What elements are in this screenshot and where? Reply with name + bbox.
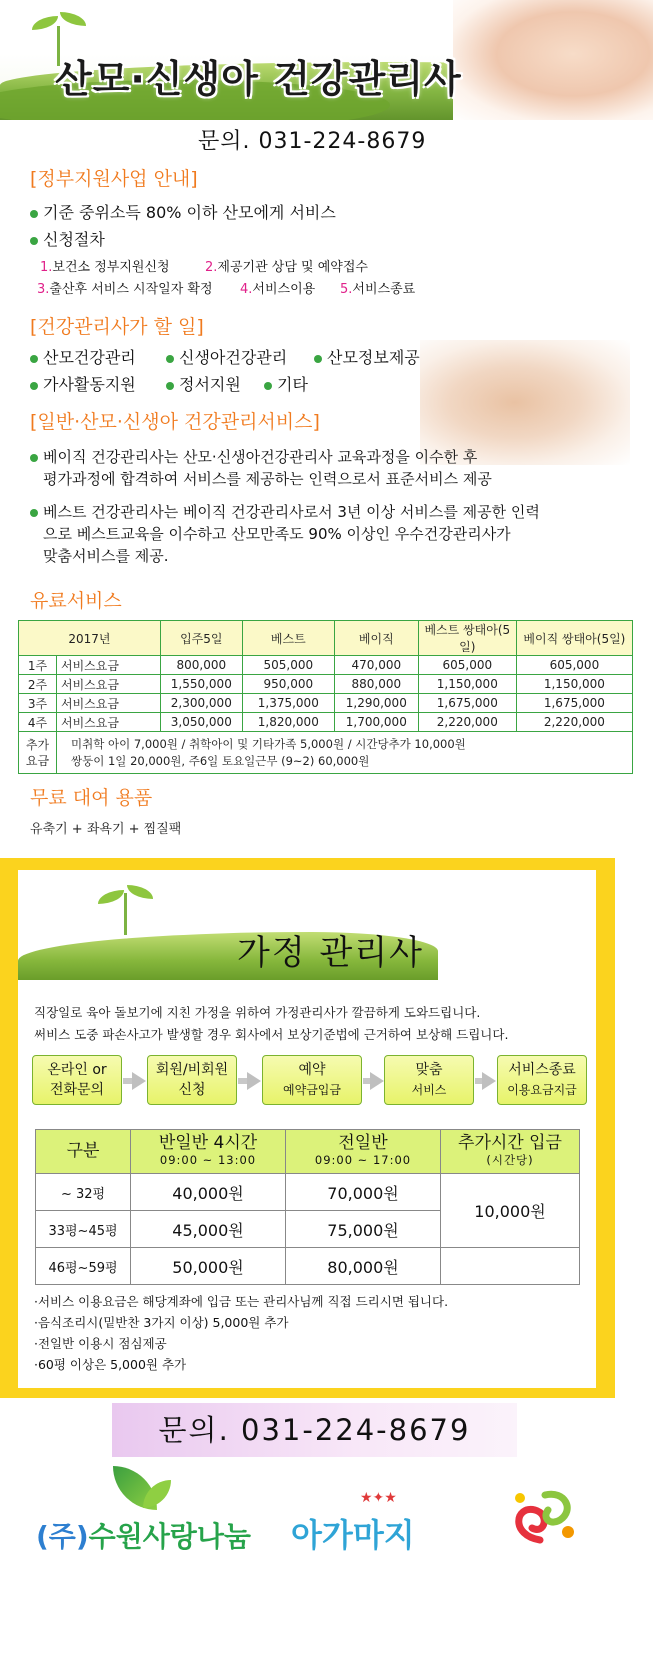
duties-heading: [건강관리사가 할 일] <box>30 316 204 338</box>
table-header-cell <box>131 1130 286 1174</box>
brand-logo: 아가마지 <box>291 1516 415 1554</box>
price-cell: 2,220,000 <box>516 713 632 732</box>
company-logo <box>36 1515 251 1555</box>
table-row <box>36 1174 580 1211</box>
table-row <box>19 713 633 732</box>
duty-text: 가사활동지원 <box>43 375 136 394</box>
area-cell: 33평~45평 <box>36 1211 131 1248</box>
basic-desc <box>30 446 492 490</box>
table-row <box>19 675 633 694</box>
price-cell: 45,000원 <box>131 1211 286 1248</box>
bullet-dot-icon <box>30 454 38 462</box>
sprout-leaf-image <box>60 12 86 26</box>
contact-phone: 문의. 031-224-8679 <box>198 129 427 154</box>
duty-text: 신생아건강관리 <box>179 348 288 367</box>
home-intro: 써비스 도중 파손사고가 발생할 경우 회사에서 보상기준법에 근거하여 보상해 드립니다. <box>34 1027 509 1042</box>
duty-text: 정서지원 <box>179 375 241 394</box>
flow-step <box>262 1055 362 1105</box>
price-cell: 605,000 <box>516 656 632 675</box>
gov-bullet-text: 기준 중위소득 80% 이하 산모에게 서비스 <box>43 203 336 222</box>
step-text: 제공기관 상담 및 예약접수 <box>217 260 368 275</box>
flow-step-line: 예약 <box>298 1062 326 1078</box>
price-cell: 75,000원 <box>286 1211 441 1248</box>
step-number: 5. <box>340 282 353 297</box>
page-title: 산모·신생아 건강관리사 <box>55 57 462 101</box>
best-desc <box>30 501 540 567</box>
step-text: 보건소 정부지원신청 <box>52 260 170 275</box>
table-header-cell: 2017년 <box>19 621 161 656</box>
sprout-leaf-image <box>32 16 58 30</box>
sprout-stem-image <box>124 893 127 935</box>
logo-text: 수원사랑나눔 <box>88 1520 251 1553</box>
price-cell: 605,000 <box>418 656 516 675</box>
gov-bullet <box>30 227 105 250</box>
price-cell: 1,290,000 <box>334 694 418 713</box>
label-cell: 서비스요금 <box>57 656 161 675</box>
price-cell: 2,300,000 <box>160 694 242 713</box>
price-cell: 1,700,000 <box>334 713 418 732</box>
paid-heading: 유료서비스 <box>30 590 122 612</box>
flow-step <box>32 1055 122 1105</box>
extra-fee-row <box>19 732 633 774</box>
header-time: 09:00 ~ 17:00 <box>314 1152 412 1167</box>
empty-cell <box>441 1248 580 1285</box>
header-main: 전일반 <box>338 1132 388 1153</box>
step-item <box>40 256 170 275</box>
bullet-dot-icon <box>30 210 38 218</box>
bullet-dot-icon <box>166 382 174 390</box>
price-cell: 950,000 <box>242 675 334 694</box>
duty-text: 기타 <box>277 375 308 394</box>
note-item: ·60평 이상은 5,000원 추가 <box>34 1357 187 1372</box>
header-main: 반일반 4시간 <box>158 1132 258 1153</box>
extra-fee-line: 쌍둥이 1일 20,000원, 주6일 토요일근무 (9~2) 60,000원 <box>71 753 370 768</box>
flow-step-line: 전화문의 <box>49 1082 105 1098</box>
price-cell: 1,820,000 <box>242 713 334 732</box>
price-cell: 1,150,000 <box>516 675 632 694</box>
step-text: 서비스이용 <box>252 282 316 297</box>
best-desc-line <box>30 501 540 523</box>
step-number: 3. <box>37 282 50 297</box>
price-cell: 1,550,000 <box>160 675 242 694</box>
bullet-dot-icon <box>30 237 38 245</box>
price-cell: 505,000 <box>242 656 334 675</box>
price-cell: 1,150,000 <box>418 675 516 694</box>
arrow-icon <box>370 1072 384 1090</box>
area-cell: 46평~59평 <box>36 1248 131 1285</box>
label-cell: 서비스요금 <box>57 694 161 713</box>
price-cell: 800,000 <box>160 656 242 675</box>
bullet-dot-icon <box>264 382 272 390</box>
duty-item <box>30 345 136 368</box>
step-item <box>240 278 315 297</box>
duty-text: 산모정보제공 <box>327 348 420 367</box>
price-cell: 2,220,000 <box>418 713 516 732</box>
extra-fee-line: 미취학 아이 7,000원 / 취학아이 및 기타가족 5,000원 / 시간당추가 10,000원 <box>71 736 466 751</box>
stars-icon: ★✦★ <box>360 1490 397 1506</box>
step-number: 4. <box>240 282 253 297</box>
bullet-dot-icon <box>30 355 38 363</box>
table-header-cell <box>441 1130 580 1174</box>
footer-contact: 문의. 031-224-8679 <box>112 1403 517 1457</box>
baby-photo <box>453 0 653 120</box>
flow-step-line: 예약금입금 <box>283 1083 341 1097</box>
flow-step-line: 맞춤 <box>415 1062 443 1078</box>
label-cell: 서비스요금 <box>57 675 161 694</box>
area-cell: ~ 32평 <box>36 1174 131 1211</box>
step-item <box>37 278 213 297</box>
table-header-cell: 베이직 <box>334 621 418 656</box>
gov-heading: [정부지원사업 안내] <box>30 168 198 190</box>
basic-desc-line: 평가과정에 합격하여 서비스를 제공하는 인력으로서 표준서비스 제공 <box>43 470 492 488</box>
flow-step-line: 온라인 or <box>47 1062 107 1078</box>
duty-item <box>166 372 241 395</box>
step-item <box>205 256 368 275</box>
header-main: 추가시간 입금 <box>458 1132 562 1153</box>
paid-service-table <box>18 620 633 774</box>
price-cell: 3,050,000 <box>160 713 242 732</box>
bullet-dot-icon <box>314 355 322 363</box>
duty-text: 산모건강관리 <box>43 348 136 367</box>
table-header-cell: 구분 <box>36 1130 131 1174</box>
price-cell: 40,000원 <box>131 1174 286 1211</box>
table-header-cell: 베이직 쌍태아(5일) <box>516 621 632 656</box>
table-row <box>36 1248 580 1285</box>
logo-prefix: (주) <box>36 1520 89 1553</box>
bullet-dot-icon <box>30 509 38 517</box>
price-cell: 880,000 <box>334 675 418 694</box>
price-cell: 1,375,000 <box>242 694 334 713</box>
week-cell: 3주 <box>19 694 57 713</box>
gov-bullet-text: 신청절차 <box>43 230 105 249</box>
swirl-logo-icon <box>490 1480 590 1550</box>
header-time: 09:00 ~ 13:00 <box>159 1152 257 1167</box>
price-cell: 80,000원 <box>286 1248 441 1285</box>
price-cell: 1,675,000 <box>516 694 632 713</box>
price-cell: 1,675,000 <box>418 694 516 713</box>
basic-desc-text: 베이직 건강관리사는 산모·신생아건강관리사 교육과정을 이수한 후 <box>43 448 478 466</box>
gov-bullet <box>30 200 336 223</box>
arrow-icon <box>132 1072 146 1090</box>
flow-step <box>497 1055 587 1105</box>
header-time: (시간당) <box>486 1152 534 1167</box>
duty-item <box>264 372 308 395</box>
price-cell: 50,000원 <box>131 1248 286 1285</box>
step-number: 1. <box>40 260 53 275</box>
step-text: 출산후 서비스 시작일자 확정 <box>49 282 213 297</box>
basic-desc-line <box>30 446 492 468</box>
arrow-icon <box>482 1072 496 1090</box>
best-desc-text: 베스트 건강관리사는 베이직 건강관리사로서 3년 이상 서비스를 제공한 인력 <box>43 503 540 521</box>
note-item: ·음식조리시(밑반찬 3가지 이상) 5,000원 추가 <box>34 1315 289 1330</box>
price-cell: 70,000원 <box>286 1174 441 1211</box>
best-desc-line: 으로 베스트교육을 이수하고 산모만족도 90% 이상인 우수건강관리사가 <box>43 525 511 543</box>
label-cell: 서비스요금 <box>57 713 161 732</box>
flow-step-line: 서비스 <box>411 1083 447 1097</box>
home-price-table <box>35 1129 580 1285</box>
bullet-dot-icon <box>30 382 38 390</box>
duty-item <box>166 345 287 368</box>
week-cell: 1주 <box>19 656 57 675</box>
extra-fee-desc <box>57 732 633 774</box>
bullet-dot-icon <box>166 355 174 363</box>
home-title: 가정 관리사 <box>237 933 425 973</box>
extra-fee-label <box>19 732 57 774</box>
flow-step <box>384 1055 474 1105</box>
home-intro: 직장일로 육아 돌보기에 지친 가정을 위하여 가정관리사가 깔끔하게 도와드립니다. <box>34 1005 481 1020</box>
flow-step-line: 신청 <box>178 1082 206 1098</box>
table-header-cell: 베스트 쌍태아(5일) <box>418 621 516 656</box>
week-cell: 2주 <box>19 675 57 694</box>
flow-step-line: 이용요금지급 <box>507 1083 577 1097</box>
week-cell: 4주 <box>19 713 57 732</box>
table-header-cell: 베스트 <box>242 621 334 656</box>
rental-items: 유축기 + 좌욕기 + 찜질팩 <box>30 822 182 837</box>
step-item <box>340 278 415 297</box>
best-desc-line: 맞춤서비스를 제공. <box>43 547 169 565</box>
step-text: 서비스종료 <box>352 282 416 297</box>
flow-step-line: 서비스종료 <box>508 1062 576 1078</box>
extra-fee-label-line: 추가 <box>25 737 50 752</box>
table-header-cell: 입주5일 <box>160 621 242 656</box>
flow-step-line: 회원/비회원 <box>155 1062 229 1078</box>
table-header-cell <box>286 1130 441 1174</box>
general-heading: [일반·산모·신생아 건강관리서비스] <box>30 411 320 433</box>
table-row <box>19 694 633 713</box>
price-cell: 470,000 <box>334 656 418 675</box>
arrow-icon <box>247 1072 261 1090</box>
duty-item <box>314 345 420 368</box>
table-header-row <box>19 621 633 656</box>
note-item: ·전일반 이용시 점심제공 <box>34 1336 167 1351</box>
flow-step <box>147 1055 237 1105</box>
duty-item <box>30 372 136 395</box>
extra-price-cell: 10,000원 <box>441 1174 580 1248</box>
extra-fee-label-line: 요금 <box>25 753 50 768</box>
table-header-row <box>36 1130 580 1174</box>
step-number: 2. <box>205 260 218 275</box>
note-item: ·서비스 이용요금은 해당계좌에 입금 또는 관리사님께 직접 드리시면 됩니다. <box>34 1294 449 1309</box>
rental-heading: 무료 대여 용품 <box>30 787 153 809</box>
table-row <box>19 656 633 675</box>
